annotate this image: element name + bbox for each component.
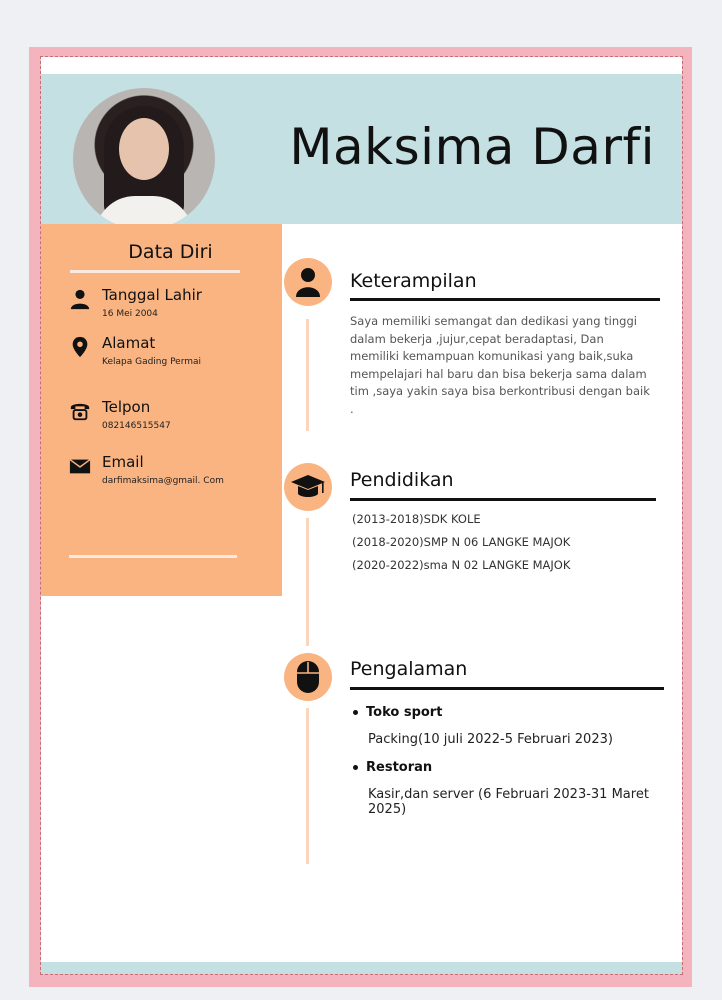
- experience-item-detail: Kasir,dan server (6 Februari 2023-31 Maret 2025): [368, 787, 649, 817]
- section-title-keterampilan: Keterampilan: [350, 270, 477, 292]
- mouse-icon: [296, 660, 320, 694]
- skills-icon-badge: [284, 258, 332, 306]
- experience-item-detail: Packing(10 juli 2022-5 Februari 2023): [368, 732, 613, 747]
- graduation-cap-icon: [290, 474, 326, 500]
- section-title-pendidikan: Pendidikan: [350, 469, 454, 491]
- sidebar-title: Data Diri: [128, 241, 213, 263]
- contact-value: darfimaksima@gmail. Com: [102, 476, 224, 486]
- timeline-line: [306, 319, 309, 431]
- education-item: (2018-2020)SMP N 06 LANGKE MAJOK: [352, 535, 571, 549]
- resume-page: [41, 57, 682, 974]
- contact-label: Telpon: [102, 398, 151, 416]
- person-icon: [295, 267, 321, 297]
- section-rule: [350, 498, 656, 501]
- envelope-icon: [69, 455, 91, 477]
- contact-label: Email: [102, 453, 144, 471]
- bullet: [353, 765, 358, 770]
- header-band: [41, 74, 682, 224]
- contact-label: Alamat: [102, 334, 156, 352]
- contact-value: Kelapa Gading Permai: [102, 357, 202, 367]
- profile-photo: [73, 88, 215, 230]
- experience-item-title: Toko sport: [353, 705, 442, 720]
- person-icon: [69, 288, 91, 310]
- resume-name: Maksima Darfi: [289, 118, 655, 176]
- skills-paragraph: Saya memiliki semangat dan dedikasi yang tinggi dalam bekerja ,jujur,cepat beradaptasi, Dan memiliki kemampuan komunikasi yang baik,suka mempelajari hal baru dan bisa bekerja sama dalam tim ,saya yakin saya bisa berkontribusi dengan baik .: [350, 314, 650, 416]
- timeline-line: [306, 518, 309, 646]
- education-icon-badge: [284, 463, 332, 511]
- footer-band: [41, 962, 682, 974]
- location-pin-icon: [69, 336, 91, 358]
- timeline-line: [306, 708, 309, 864]
- section-rule: [350, 687, 664, 690]
- section-rule: [350, 298, 660, 301]
- contact-value: 16 Mei 2004: [102, 309, 158, 319]
- education-item: (2020-2022)sma N 02 LANGKE MAJOK: [352, 558, 571, 572]
- sidebar-divider-bottom: [69, 555, 237, 558]
- education-item: (2013-2018)SDK KOLE: [352, 512, 481, 526]
- telephone-icon: [69, 400, 91, 422]
- contact-value: 082146515547: [102, 421, 171, 431]
- experience-icon-badge: [284, 653, 332, 701]
- sidebar-divider-top: [70, 270, 240, 273]
- section-title-pengalaman: Pengalaman: [350, 658, 468, 680]
- contact-label: Tanggal Lahir: [102, 286, 202, 304]
- bullet: [353, 710, 358, 715]
- sidebar-data-diri: [41, 224, 282, 596]
- experience-item-title: Restoran: [353, 760, 432, 775]
